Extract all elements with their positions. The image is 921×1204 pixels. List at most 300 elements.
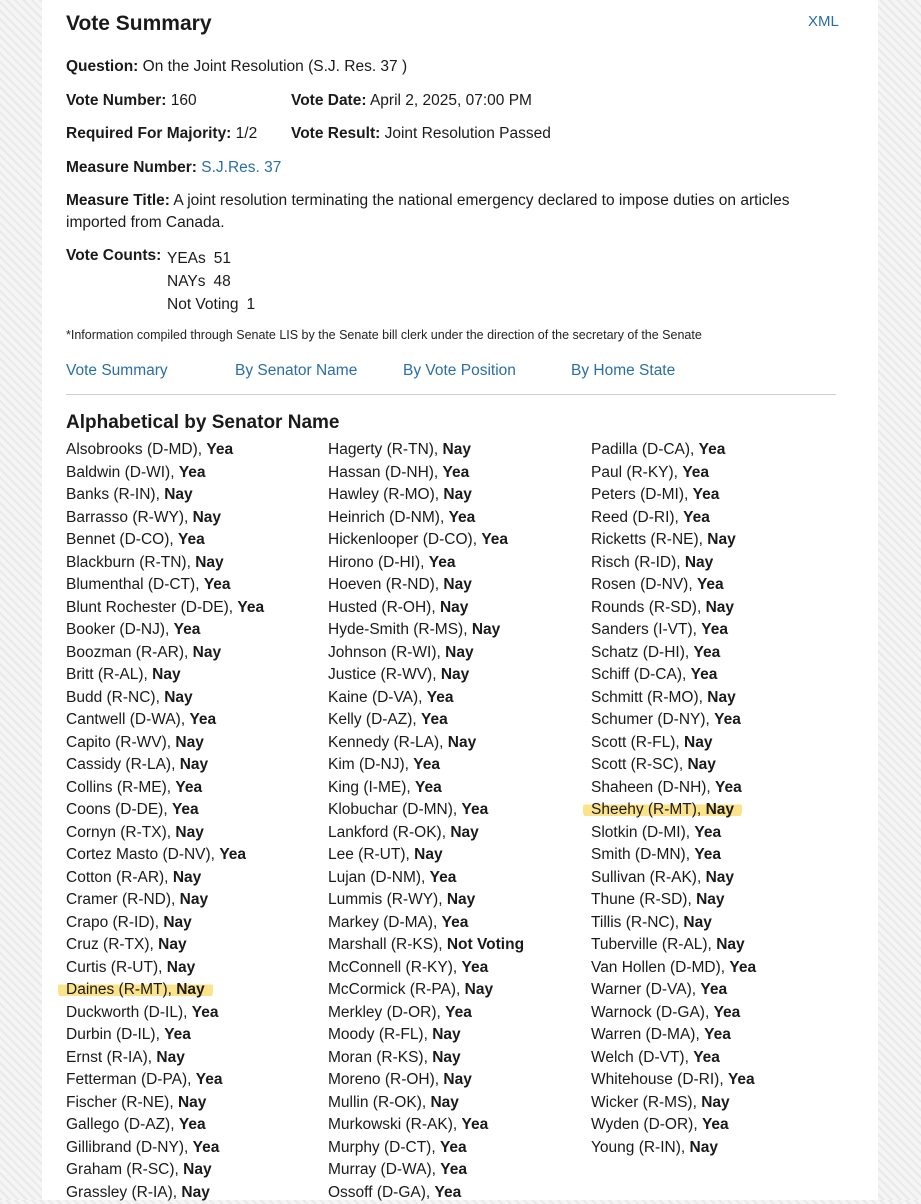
senator-vote: Yea: [421, 711, 448, 728]
senator-vote: Yea: [172, 801, 199, 818]
senator-entry: [66, 867, 264, 890]
vote-counts: [167, 247, 255, 316]
senator-vote: Nay: [164, 689, 192, 706]
senator-name: Moody (R-FL),: [328, 1026, 432, 1043]
senator-vote: Not Voting: [447, 936, 524, 953]
senator-vote: Yea: [164, 1026, 191, 1043]
senator-text: [328, 1094, 459, 1111]
senator-vote: Yea: [449, 509, 476, 526]
senator-vote: Nay: [706, 869, 734, 886]
senator-text: [591, 981, 727, 998]
senator-entry: [66, 732, 264, 755]
senator-vote: Nay: [707, 689, 735, 706]
nav-vote-summary[interactable]: Vote Summary: [66, 362, 168, 380]
senator-name: Sullivan (R-AK),: [591, 869, 706, 886]
senator-text: [328, 689, 454, 706]
senator-text: [66, 1184, 210, 1201]
senator-name: Fetterman (D-PA),: [66, 1071, 196, 1088]
count-not-voting: Not Voting 1: [167, 293, 255, 316]
majority-row: [66, 124, 257, 144]
senator-text: [328, 914, 468, 931]
senator-text: [66, 441, 233, 458]
senator-vote: Yea: [192, 1004, 219, 1021]
senator-vote: Nay: [690, 1139, 718, 1156]
senator-text: [66, 554, 224, 571]
senator-text: [328, 936, 524, 953]
senator-text: [328, 644, 474, 661]
senator-entry: [66, 1137, 264, 1160]
senator-name: McCormick (R-PA),: [328, 981, 465, 998]
senator-entry: [591, 957, 756, 980]
senator-text: [591, 486, 719, 503]
senator-entry: [591, 1092, 756, 1115]
senator-name: Ossoff (D-GA),: [328, 1184, 435, 1201]
senator-entry: [591, 687, 756, 710]
senator-vote: Nay: [180, 891, 208, 908]
senator-vote: Nay: [176, 981, 204, 998]
senator-entry: [328, 777, 524, 800]
senator-name: Cantwell (D-WA),: [66, 711, 189, 728]
senator-name: Boozman (R-AR),: [66, 644, 193, 661]
senator-column-2: [328, 439, 524, 1204]
senator-entry: [66, 507, 264, 530]
nav-by-home-state[interactable]: By Home State: [571, 362, 675, 380]
view-nav: [66, 362, 836, 395]
senator-vote: Yea: [196, 1071, 223, 1088]
senator-text: [591, 621, 728, 638]
senator-entry: [66, 439, 264, 462]
senator-name: Young (R-IN),: [591, 1139, 690, 1156]
senator-entry: [66, 529, 264, 552]
senator-vote: Yea: [714, 1004, 741, 1021]
senator-vote: Yea: [440, 1161, 467, 1178]
senator-text: [591, 1071, 755, 1088]
senator-text: [66, 509, 221, 526]
senator-vote: Nay: [430, 1094, 458, 1111]
senator-vote: Nay: [472, 621, 500, 638]
senator-name: Hirono (D-HI),: [328, 554, 429, 571]
senator-vote: Nay: [163, 914, 191, 931]
senator-text: [591, 914, 712, 931]
senator-text: [328, 621, 500, 638]
senator-name: Husted (R-OH),: [328, 599, 440, 616]
senator-entry: [328, 934, 524, 957]
measure-number-row: [66, 158, 281, 178]
section-title: Alphabetical by Senator Name: [66, 412, 339, 434]
senator-name: Coons (D-DE),: [66, 801, 172, 818]
senator-name: Lee (R-UT),: [328, 846, 414, 863]
senator-text: [591, 1094, 730, 1111]
senator-vote: Yea: [694, 824, 721, 841]
senator-entry: [591, 777, 756, 800]
senator-vote: Yea: [189, 711, 216, 728]
senator-text: [66, 734, 204, 751]
senator-name: Cramer (R-ND),: [66, 891, 180, 908]
senator-entry: [591, 529, 756, 552]
senator-vote: Nay: [432, 1049, 460, 1066]
senator-name: Booker (D-NJ),: [66, 621, 174, 638]
senator-name: Schumer (D-NY),: [591, 711, 714, 728]
senator-text: [328, 1004, 472, 1021]
senator-entry: [328, 1182, 524, 1204]
senator-name: Curtis (R-UT),: [66, 959, 167, 976]
senator-vote: Nay: [684, 734, 712, 751]
senator-name: Rounds (R-SD),: [591, 599, 706, 616]
senator-name: Slotkin (D-MI),: [591, 824, 694, 841]
senator-name: Tuberville (R-AL),: [591, 936, 716, 953]
senator-vote: Nay: [716, 936, 744, 953]
senator-entry: [66, 777, 264, 800]
senator-text: [328, 1184, 461, 1201]
senator-name: Mullin (R-OK),: [328, 1094, 430, 1111]
senator-vote: Nay: [193, 509, 221, 526]
senator-entry: [66, 979, 264, 1002]
senator-name: McConnell (R-KY),: [328, 959, 462, 976]
senator-text: [66, 1071, 223, 1088]
senator-vote: Nay: [443, 1071, 471, 1088]
senator-vote: Nay: [152, 666, 180, 683]
senator-text: [328, 1071, 472, 1088]
senator-name: Graham (R-SC),: [66, 1161, 183, 1178]
senator-text: [66, 644, 221, 661]
senator-text: [66, 779, 202, 796]
senator-name: Schmitt (R-MO),: [591, 689, 707, 706]
senator-vote: Yea: [219, 846, 246, 863]
senator-vote: Yea: [700, 981, 727, 998]
senator-name: Britt (R-AL),: [66, 666, 152, 683]
senator-vote: Yea: [206, 441, 233, 458]
senator-name: Schiff (D-CA),: [591, 666, 691, 683]
senator-name: Sanders (I-VT),: [591, 621, 701, 638]
senator-text: [591, 1049, 720, 1066]
senator-vote: Yea: [179, 1116, 206, 1133]
senator-text: [591, 734, 712, 751]
senator-name: Wyden (D-OR),: [591, 1116, 702, 1133]
senator-name: Tillis (R-NC),: [591, 914, 683, 931]
senator-text: [66, 846, 246, 863]
senator-vote: Yea: [702, 1116, 729, 1133]
senator-vote: Yea: [714, 711, 741, 728]
senator-vote: Nay: [685, 554, 713, 571]
senator-name: Johnson (R-WI),: [328, 644, 445, 661]
vote-counts-label: Vote Counts:: [66, 247, 161, 265]
senator-name: Heinrich (D-NM),: [328, 509, 449, 526]
senator-vote: Nay: [193, 644, 221, 661]
senator-entry: [591, 597, 756, 620]
senator-vote: Nay: [441, 666, 469, 683]
senator-name: Murkowski (R-AK),: [328, 1116, 461, 1133]
senator-entry: [591, 754, 756, 777]
senator-entry: [591, 619, 756, 642]
senator-text: [591, 666, 717, 683]
senator-text: [591, 689, 736, 706]
senator-name: Klobuchar (D-MN),: [328, 801, 462, 818]
senator-name: Lujan (D-NM),: [328, 869, 430, 886]
senator-name: Wicker (R-MS),: [591, 1094, 701, 1111]
senator-vote: Nay: [414, 846, 442, 863]
senator-name: Banks (R-IN),: [66, 486, 164, 503]
senator-name: Marshall (R-KS),: [328, 936, 447, 953]
senator-vote: Yea: [430, 869, 457, 886]
senator-name: Welch (D-VT),: [591, 1049, 693, 1066]
senator-text: [66, 1161, 212, 1178]
senator-text: [66, 914, 192, 931]
senator-entry: [328, 507, 524, 530]
senator-entry: [591, 574, 756, 597]
senator-text: [328, 1161, 467, 1178]
senator-vote: Nay: [465, 981, 493, 998]
senator-entry: [328, 822, 524, 845]
senator-name: Hagerty (R-TN),: [328, 441, 443, 458]
senator-name: Gallego (D-AZ),: [66, 1116, 179, 1133]
senator-entry: [66, 912, 264, 935]
senator-name: Warren (D-MA),: [591, 1026, 704, 1043]
senator-text: [66, 891, 208, 908]
senator-name: Bennet (D-CO),: [66, 531, 178, 548]
senator-column-3: [591, 439, 756, 1159]
senator-vote: Nay: [707, 531, 735, 548]
nav-by-senator-name[interactable]: By Senator Name: [235, 362, 357, 380]
senator-text: [328, 734, 476, 751]
senator-entry: [591, 1137, 756, 1160]
senator-vote: Nay: [195, 554, 223, 571]
senator-entry: [328, 552, 524, 575]
senator-text: [591, 846, 721, 863]
senator-text: [66, 936, 187, 953]
senator-name: Ricketts (R-NE),: [591, 531, 707, 548]
senator-name: Cornyn (R-TX),: [66, 824, 175, 841]
senator-name: Justice (R-WV),: [328, 666, 441, 683]
senator-text: [591, 531, 736, 548]
senator-text: [591, 779, 742, 796]
vote-number-value: 160: [171, 92, 197, 109]
senator-text: [328, 869, 456, 886]
senator-name: Murray (D-WA),: [328, 1161, 440, 1178]
senator-vote: Yea: [204, 576, 231, 593]
senator-vote: Yea: [174, 621, 201, 638]
senator-entry: [591, 1024, 756, 1047]
senator-entry: [66, 619, 264, 642]
senator-text: [66, 1049, 185, 1066]
senator-entry: [328, 1047, 524, 1070]
senator-entry: [66, 484, 264, 507]
nav-by-vote-position[interactable]: By Vote Position: [403, 362, 516, 380]
senator-text: [591, 464, 709, 481]
senator-vote: Nay: [696, 891, 724, 908]
senator-vote: Nay: [178, 1094, 206, 1111]
senator-text: [328, 486, 472, 503]
senator-entry: [66, 1092, 264, 1115]
xml-link[interactable]: XML: [808, 13, 839, 30]
senator-entry: [66, 642, 264, 665]
senator-vote: Yea: [728, 1071, 755, 1088]
senator-entry: [591, 462, 756, 485]
senator-vote: Yea: [427, 689, 454, 706]
senator-text: [328, 824, 479, 841]
senator-vote: Yea: [699, 441, 726, 458]
senator-column-1: [66, 439, 264, 1204]
senator-text: [328, 981, 493, 998]
senator-text: [66, 1094, 206, 1111]
senator-name: Paul (R-KY),: [591, 464, 682, 481]
senator-vote: Yea: [461, 1116, 488, 1133]
vote-date-label: Vote Date:: [291, 92, 367, 109]
senator-entry: [66, 1114, 264, 1137]
senator-vote: Nay: [448, 734, 476, 751]
senator-text: [591, 756, 716, 773]
senator-vote: Nay: [683, 914, 711, 931]
senator-vote: Yea: [683, 509, 710, 526]
senator-text: [66, 464, 206, 481]
senator-entry: [66, 552, 264, 575]
senator-name: Hyde-Smith (R-MS),: [328, 621, 472, 638]
senator-vote: Nay: [175, 734, 203, 751]
senator-name: Cruz (R-TX),: [66, 936, 158, 953]
vote-summary-page: [42, 0, 878, 1200]
senator-entry: [328, 754, 524, 777]
senator-name: Moran (R-KS),: [328, 1049, 432, 1066]
count-yeas: YEAs 51: [167, 247, 255, 270]
senator-name: Kennedy (R-LA),: [328, 734, 448, 751]
vote-result-value: Joint Resolution Passed: [385, 125, 551, 142]
measure-title-row: [66, 190, 806, 234]
majority-value: 1/2: [236, 125, 258, 142]
senator-entry: [591, 934, 756, 957]
measure-title-value: A joint resolution terminating the national emergency declared to impose duties on articles imported from Canada.: [66, 192, 789, 231]
senator-entry: [328, 732, 524, 755]
senator-entry: [591, 642, 756, 665]
senator-name: Lankford (R-OK),: [328, 824, 450, 841]
senator-vote: Yea: [413, 756, 440, 773]
senator-name: Grassley (R-IA),: [66, 1184, 181, 1201]
senator-text: [66, 824, 204, 841]
senator-entry: [328, 867, 524, 890]
senator-text: [66, 666, 181, 683]
senator-entry: [591, 552, 756, 575]
senator-text: [591, 509, 710, 526]
senator-text: [66, 959, 195, 976]
senator-name: Van Hollen (D-MD),: [591, 959, 729, 976]
measure-number-link[interactable]: S.J.Res. 37: [201, 159, 281, 176]
senator-vote: Yea: [443, 464, 470, 481]
senator-text: [328, 1049, 461, 1066]
senator-entry: [328, 1092, 524, 1115]
senator-vote: Yea: [693, 1049, 720, 1066]
senator-vote: Yea: [693, 644, 720, 661]
senator-entry: [66, 934, 264, 957]
senator-entry: [328, 799, 524, 822]
vote-date-row: [291, 91, 532, 111]
senator-entry: [328, 597, 524, 620]
senator-vote: Nay: [706, 801, 734, 818]
senator-entry: [66, 687, 264, 710]
senator-name: Blackburn (R-TN),: [66, 554, 195, 571]
senator-text: [591, 824, 721, 841]
senator-entry: [328, 484, 524, 507]
senator-text: [591, 1004, 740, 1021]
senator-name: Lummis (R-WY),: [328, 891, 447, 908]
senator-entry: [328, 529, 524, 552]
senator-vote: Nay: [183, 1161, 211, 1178]
senator-entry: [591, 709, 756, 732]
senator-name: Murphy (D-CT),: [328, 1139, 440, 1156]
senator-entry: [328, 1024, 524, 1047]
senator-text: [66, 621, 200, 638]
vote-number-row: [66, 91, 197, 111]
senator-name: Markey (D-MA),: [328, 914, 442, 931]
senator-text: [591, 644, 720, 661]
senator-text: [66, 576, 231, 593]
senator-entry: [66, 957, 264, 980]
senator-text: [66, 486, 193, 503]
senator-name: Risch (R-ID),: [591, 554, 685, 571]
senator-name: Rosen (D-NV),: [591, 576, 697, 593]
senator-entry: [66, 597, 264, 620]
senator-vote: Nay: [175, 824, 203, 841]
senator-text: [328, 531, 508, 548]
senator-vote: Nay: [450, 824, 478, 841]
senator-text: [66, 1004, 218, 1021]
senator-vote: Yea: [415, 779, 442, 796]
senator-name: Scott (R-FL),: [591, 734, 684, 751]
senator-entry: [591, 867, 756, 890]
senator-name: Merkley (D-OR),: [328, 1004, 445, 1021]
senator-text: [328, 666, 469, 683]
senator-name: Scott (R-SC),: [591, 756, 687, 773]
senator-entry: [66, 889, 264, 912]
senator-name: Schatz (D-HI),: [591, 644, 693, 661]
senator-text: [66, 1026, 191, 1043]
senator-text: [328, 846, 443, 863]
senator-entry: [328, 1137, 524, 1160]
senator-entry: [328, 574, 524, 597]
senator-entry: [328, 1069, 524, 1092]
senator-text: [328, 441, 471, 458]
senator-entry: [591, 664, 756, 687]
senator-text: [66, 801, 199, 818]
senator-text: [591, 1139, 718, 1156]
senator-entry: [66, 1069, 264, 1092]
senator-name: Whitehouse (D-RI),: [591, 1071, 728, 1088]
senator-name: Durbin (D-IL),: [66, 1026, 164, 1043]
senator-text: [328, 711, 448, 728]
majority-label: Required For Majority:: [66, 125, 231, 142]
senator-text: [591, 959, 756, 976]
senator-entry: [328, 844, 524, 867]
measure-title-label: Measure Title:: [66, 192, 170, 209]
senator-text: [66, 1116, 206, 1133]
senator-text: [328, 891, 475, 908]
senator-vote: Nay: [687, 756, 715, 773]
senator-name: Padilla (D-CA),: [591, 441, 699, 458]
question-value: On the Joint Resolution (S.J. Res. 37 ): [143, 58, 407, 75]
count-nays: NAYs 48: [167, 270, 255, 293]
senator-entry: [328, 642, 524, 665]
senator-vote: Nay: [701, 1094, 729, 1111]
senator-vote: Yea: [175, 779, 202, 796]
senator-vote: Nay: [432, 1026, 460, 1043]
senator-vote: Nay: [156, 1049, 184, 1066]
senator-vote: Yea: [435, 1184, 462, 1201]
senator-entry: [328, 912, 524, 935]
senator-vote: Nay: [164, 486, 192, 503]
senator-name: Kim (D-NJ),: [328, 756, 413, 773]
senator-name: Thune (R-SD),: [591, 891, 696, 908]
senator-entry: [66, 1047, 264, 1070]
senator-vote: Yea: [481, 531, 508, 548]
senator-vote: Yea: [462, 959, 489, 976]
senator-entry: [591, 1002, 756, 1025]
